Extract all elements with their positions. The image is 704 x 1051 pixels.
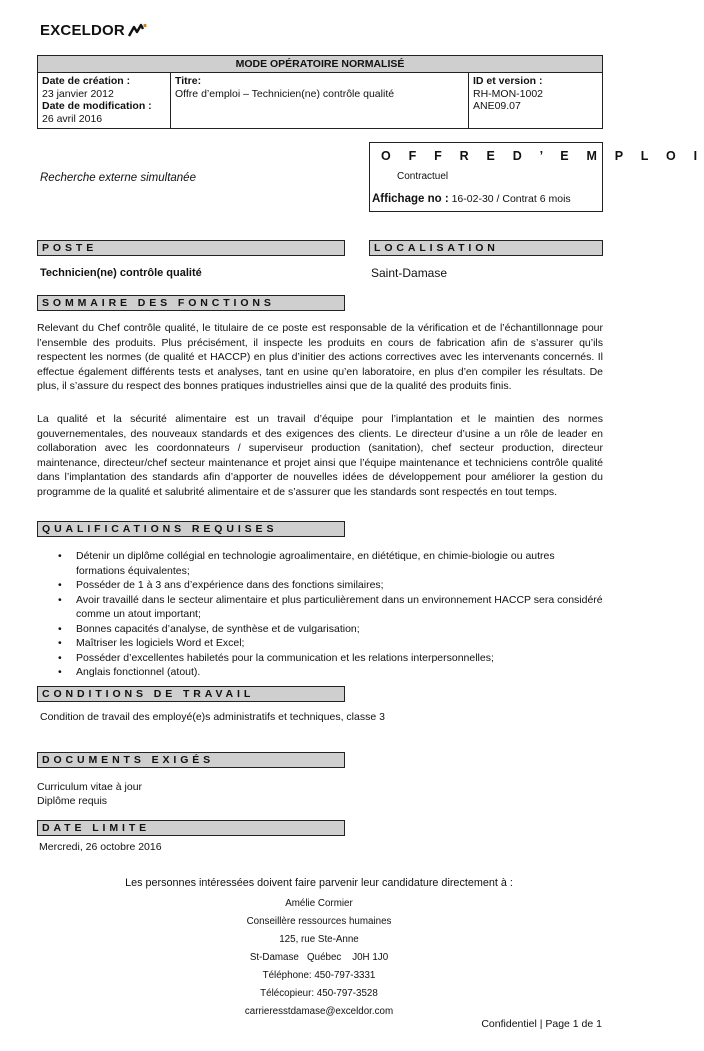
dates-cell	[38, 73, 171, 128]
poste-heading: POSTE	[37, 240, 345, 256]
documents-line-1: Curriculum vitae à jour	[37, 781, 143, 793]
date-limite-heading: DATE LIMITE	[37, 820, 345, 836]
logo-text: EXCELDOR	[40, 22, 125, 39]
creation-date: 23 janvier 2012	[42, 87, 114, 100]
documents-line-2: Diplôme requis	[37, 795, 108, 807]
list-item: • Posséder de 1 à 3 ans d’expérience dans des fonctions similaires;	[58, 578, 603, 593]
sommaire-paragraph-2: La qualité et la sécurité alimentaire est un travail d’équipe pour l’implantation et le maintien des normes gouvernementales, des nouveaux standards et des exigences des clients. Le directeur d’usine a un rôle de leader en collaboration avec les coordonnateurs / superviseur production (sanitation), chef secteur production, directeur maintenance, directeur/chef secteur maintenance et projet ainsi que l’équipe maintenance et techniciens contrôle qualité dans l’implantation des standards afin d’apporter de nouvelles idées de développement pour améliorer la gestion du programme de la qualité et salubrité alimentaire et de s’assurer que les standards sont respectés en tout temps.	[37, 413, 603, 498]
affichage	[372, 193, 571, 205]
sommaire-heading: SOMMAIRE DES FONCTIONS	[37, 295, 345, 311]
qualifications-list	[58, 549, 603, 680]
header-title: MODE OPÉRATOIRE NORMALISÉ	[38, 56, 602, 73]
conditions-heading: CONDITIONS DE TRAVAIL	[37, 686, 345, 702]
offre-contrat: Contractuel	[397, 171, 449, 182]
list-item: • Anglais fonctionnel (atout).	[58, 665, 603, 680]
list-item: • Bonnes capacités d’analyse, de synthèse et de vulgarisation;	[58, 622, 603, 637]
titre-value: Offre d’emploi – Technicien(ne) contrôle qualité	[175, 87, 395, 100]
documents-heading: DOCUMENTS EXIGÉS	[37, 752, 345, 768]
exceldor-logo	[40, 22, 147, 39]
affichage-label: Affichage no :	[372, 193, 449, 205]
contact-phone: Téléphone: 450-797-3331	[262, 970, 376, 981]
contact-fax: Télécopieur: 450-797-3528	[260, 988, 378, 999]
footer-confidentiel: Confidentiel | Page 1 de 1	[481, 1018, 602, 1030]
id-label: ID et version :	[473, 75, 543, 87]
localisation-heading: LOCALISATION	[369, 240, 603, 256]
modif-date: 26 avril 2016	[42, 112, 103, 125]
poste-value: Technicien(ne) contrôle qualité	[40, 267, 202, 279]
modif-label: Date de modification :	[42, 100, 152, 112]
id-value: RH-MON-1002	[473, 87, 544, 100]
contact-street: 125, rue Ste-Anne	[279, 934, 359, 945]
contact-role: Conseillère ressources humaines	[246, 916, 392, 927]
version-value: ANE09.07	[473, 100, 521, 112]
list-item: • Posséder d’excellentes habiletés pour la communication et les relations interpersonnelles;	[58, 651, 603, 666]
conditions-text: Condition de travail des employé(e)s administratifs et techniques, classe 3	[40, 711, 385, 723]
contact-email[interactable]: carrieresstdamase@exceldor.com	[244, 1006, 394, 1017]
logo-swoosh-icon	[127, 23, 147, 39]
id-cell	[469, 73, 602, 128]
list-item: • Maîtriser les logiciels Word et Excel;	[58, 636, 603, 651]
offre-title: O F F R E D ’ E M P L O I	[381, 149, 704, 163]
contact-name: Amélie Cormier	[285, 898, 353, 909]
list-item: • Détenir un diplôme collégial en technologie agroalimentaire, en diététique, en chimie-biologie ou autres formations équivalentes;	[58, 549, 603, 578]
affichage-value: 16-02-30 / Contrat 6 mois	[451, 193, 571, 205]
titre-label: Titre:	[175, 75, 202, 87]
date-limite-value: Mercredi, 26 octobre 2016	[39, 841, 162, 853]
header-table	[37, 55, 603, 129]
contact-city: St-Damase Québec J0H 1J0	[249, 952, 389, 963]
candidature-intro: Les personnes intéressées doivent faire parvenir leur candidature directement à :	[125, 877, 513, 889]
qualifications-heading: QUALIFICATIONS REQUISES	[37, 521, 345, 537]
localisation-value: Saint-Damase	[371, 266, 448, 280]
list-item: • Avoir travaillé dans le secteur alimentaire et plus particulièrement dans un environnement HACCP sera considéré comme un atout important;	[58, 593, 603, 622]
sommaire-paragraph-1: Relevant du Chef contrôle qualité, le titulaire de ce poste est responsable de la vérification et de l’échantillonnage pour l’ensemble des produits. Plus précisément, il inspecte les produits en cours de fabrication afin de s’assurer qu’ils respectent les normes (de qualité et HACCP) en plus d’initier des actions correctives avec les intervenants concernés. Il effectue également différents tests et analyses, tant en usine qu’en laboratoire, en plus d’en compiler les résultats. De plus, il s’assure du respect des bonnes pratiques industrielles ainsi que de la qualité des produits finis.	[37, 322, 603, 392]
titre-cell	[171, 73, 469, 128]
creation-label: Date de création :	[42, 75, 131, 87]
offre-box	[369, 142, 704, 212]
recherche-externe: Recherche externe simultanée	[40, 172, 196, 184]
